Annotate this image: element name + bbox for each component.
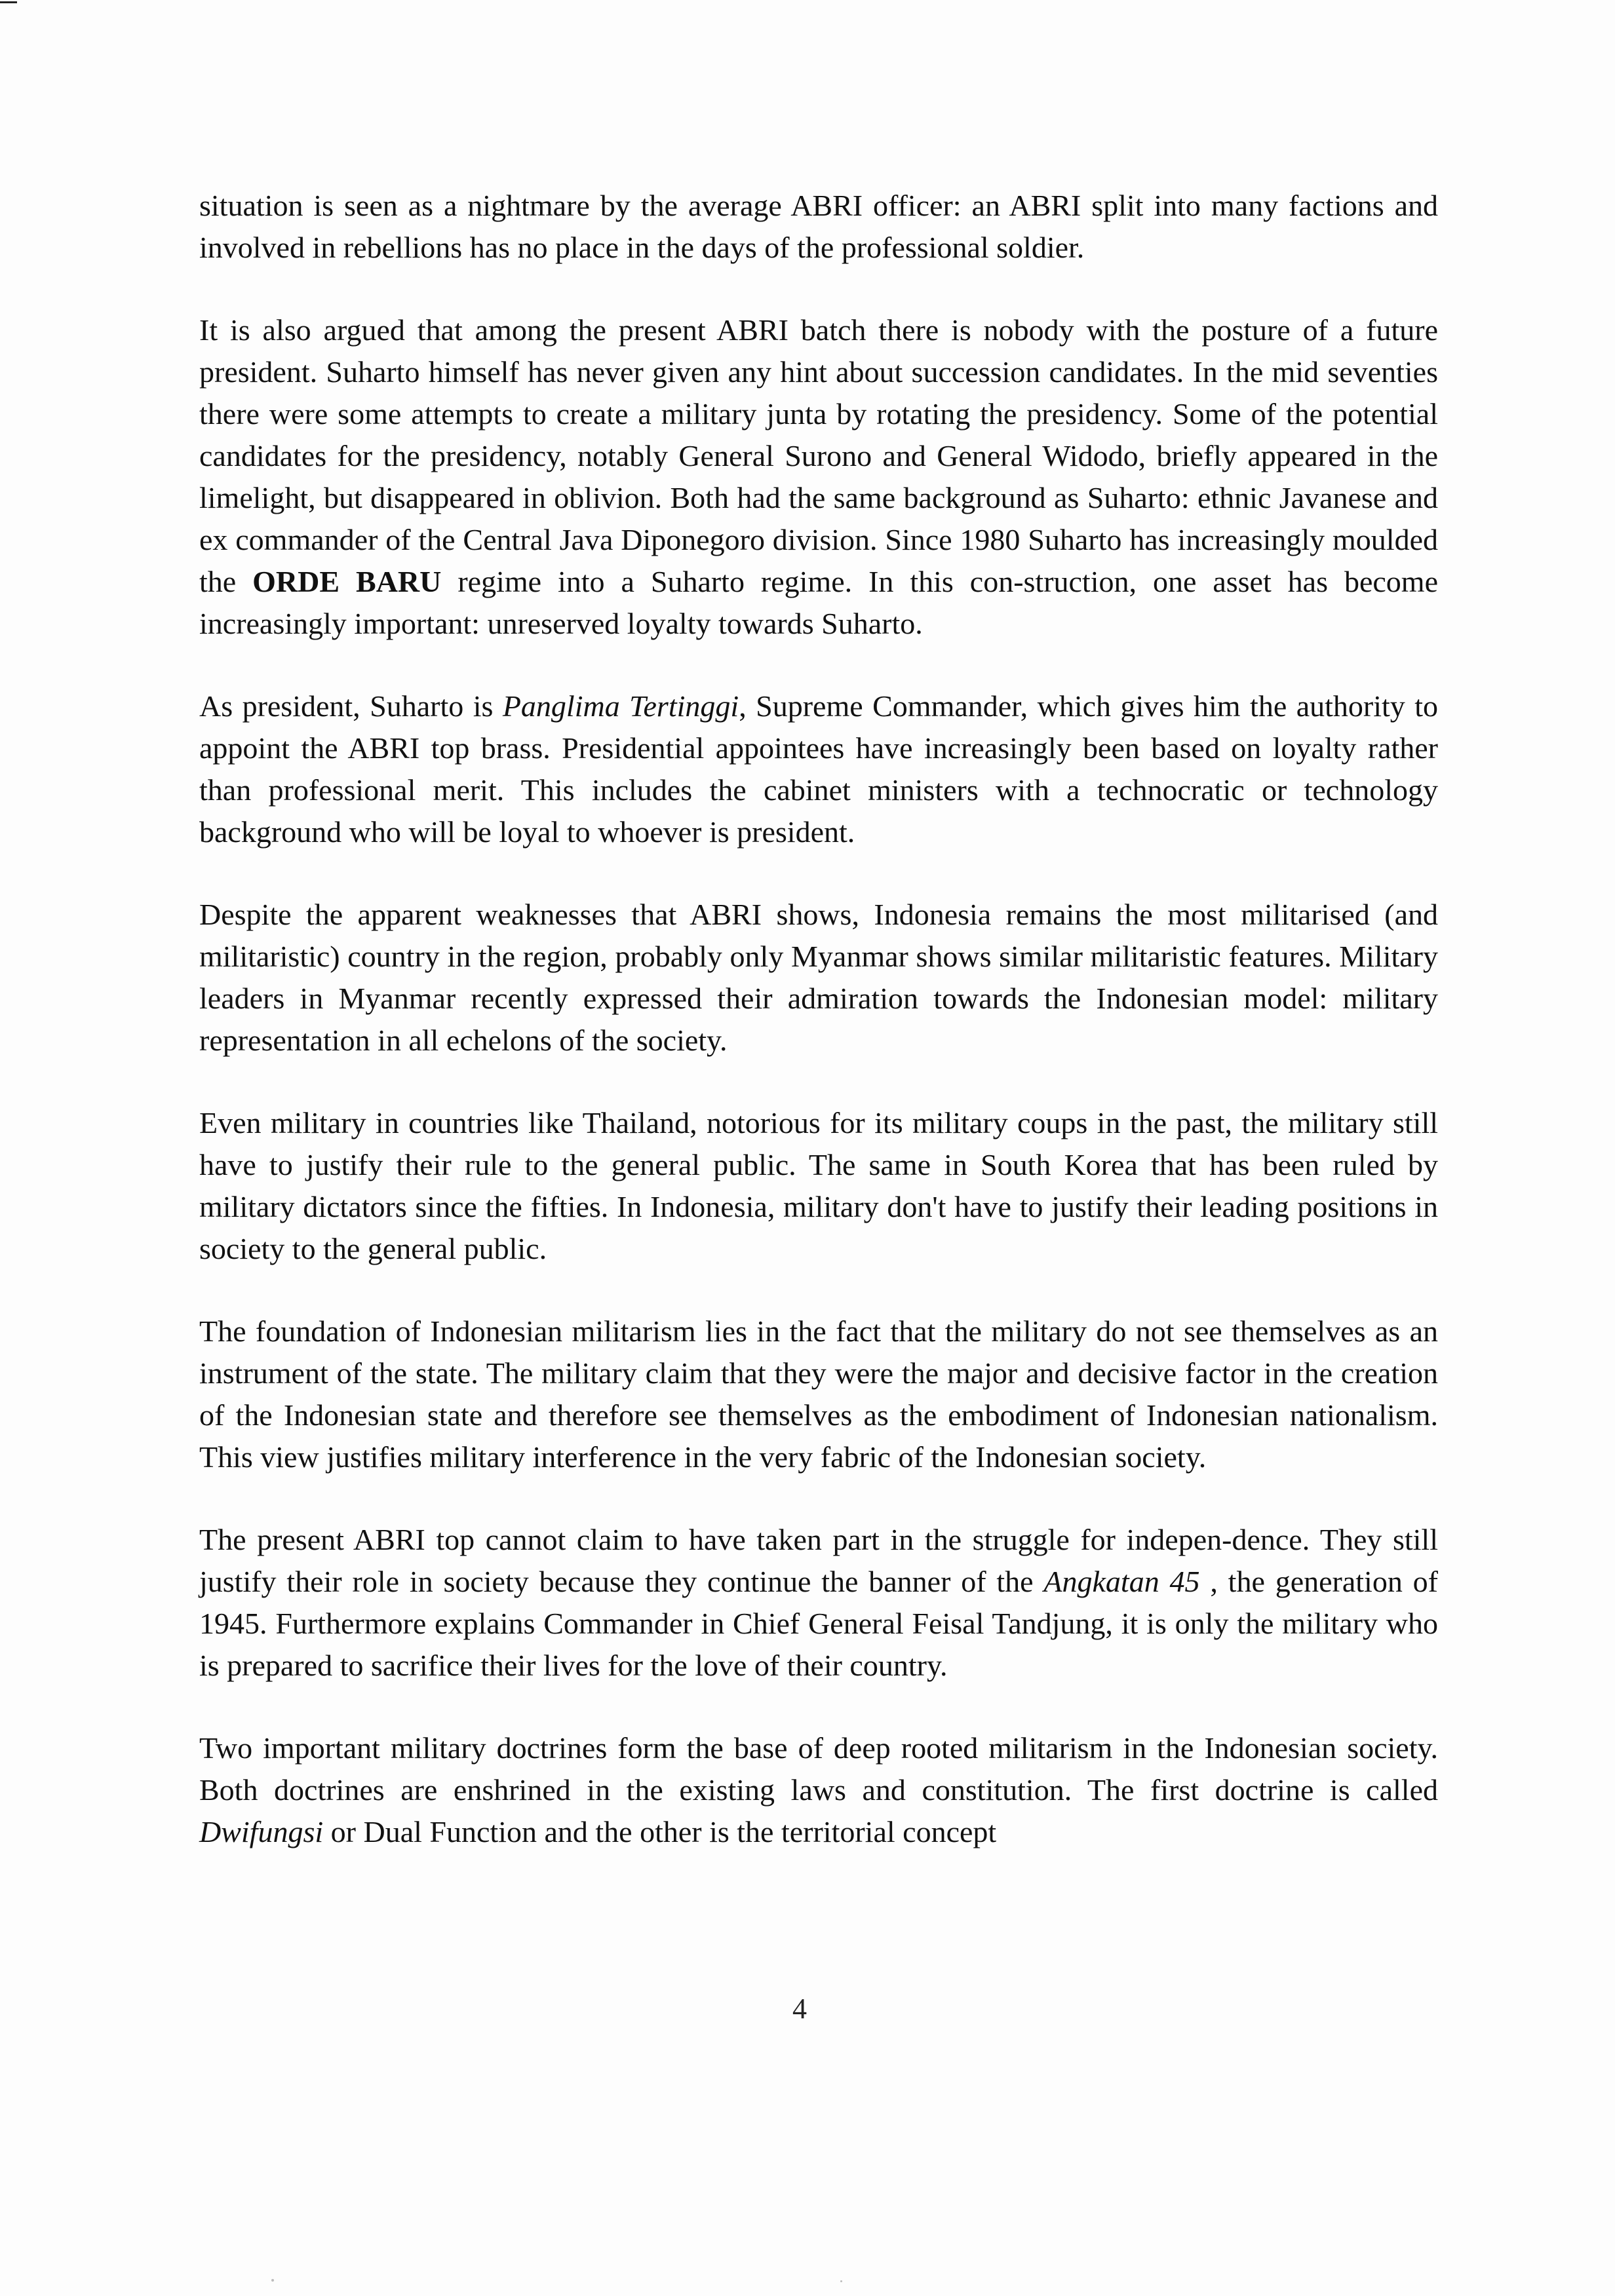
paragraph-1 [199, 185, 1438, 269]
text-segment: It is also argued that among the present ABRI batch there is nobody with the posture of a future president. Suharto himself has never given any hint about succession candidates. In the mid seventies there were some attempts to create a military junta by rotating the presidency. Some of the potential candidates for the presidency, notably General Surono and General Widodo, briefly appeared in the limelight, but disappeared in oblivion. Both had the same background as Suharto: ethnic Javanese and ex commander of the Central Java Diponegoro division. Since 1980 Suharto has increasingly moulded the [199, 313, 1438, 598]
paragraph-8 [199, 1727, 1438, 1853]
text-segment: situation is seen as a nightmare by the average ABRI officer: an ABRI split into many factions and involved in rebellions has no place in the days of the professional soldier. [199, 189, 1438, 264]
text-segment: The foundation of Indonesian militarism lies in the fact that the military do not see themselves as an instrument of the state. The military claim that they were the major and decisive factor in the creation of the Indonesian state and therefore see themselves as the embodiment of Indonesian nationalism. This view justifies military interference in the very fabric of the Indonesian society. [199, 1314, 1438, 1474]
text-segment: ORDE BARU [252, 565, 442, 598]
scan-corner-mark [0, 1, 17, 3]
text-segment: , Supreme Commander, which gives him the authority to appoint the ABRI top brass. Presidential appointees have increasingly been based on loyalty rather than professional merit. This includes the cabinet ministers with a technocratic or technology background who will be loyal to whoever is president. [199, 689, 1439, 849]
scan-speck [840, 2280, 842, 2282]
text-segment: Angkatan 45 [1043, 1565, 1200, 1598]
paragraph-6 [199, 1311, 1438, 1478]
body-text [199, 185, 1438, 1894]
text-segment: Two important military doctrines form the base of deep rooted militarism in the Indonesian society. Both doctrines are enshrined in the existing laws and constitution. The first doctrine is called [199, 1731, 1438, 1807]
paragraph-2 [199, 309, 1438, 645]
paragraph-5 [199, 1102, 1438, 1270]
text-segment: , the generation of 1945. Furthermore explains Commander in Chief General Feisal Tandjung, it is only the military who is prepared to sacrifice their lives for the love of their country. [199, 1565, 1438, 1682]
scan-speck [271, 2279, 274, 2282]
text-segment: or Dual Function and the other is the territorial concept [323, 1815, 997, 1848]
text-segment: Despite the apparent weaknesses that ABRI shows, Indonesia remains the most militarised (and militaristic) country in the region, probably only Myanmar shows similar militaristic features. Military leaders in Myanmar recently expressed their admiration towards the Indonesian model: military representation in all echelons of the society. [199, 898, 1438, 1057]
paragraph-7 [199, 1519, 1438, 1687]
paragraph-4 [199, 894, 1438, 1062]
paragraph-3 [199, 685, 1438, 853]
text-segment: As president, Suharto is [199, 689, 503, 723]
text-segment: Dwifungsi [199, 1815, 324, 1848]
text-segment: Panglima Tertinggi [502, 689, 739, 723]
text-segment: Even military in countries like Thailand, notorious for its military coups in the past, the military still have to justify their rule to the general public. The same in South Korea that has been ruled by military dictators since the fifties. In Indonesia, military don't have to justify their leading positions in society to the general public. [199, 1106, 1438, 1265]
page-number: 4 [792, 1993, 807, 2025]
text-segment: The present ABRI top cannot claim to have taken part in the struggle for indepen-dence. They still justify their role in society because they continue the banner of the [199, 1523, 1438, 1598]
text-segment: regime into a Suharto regime. In this con-struction, one asset has become increasingly important: unreserved loyalty towards Suharto. [199, 565, 1438, 640]
